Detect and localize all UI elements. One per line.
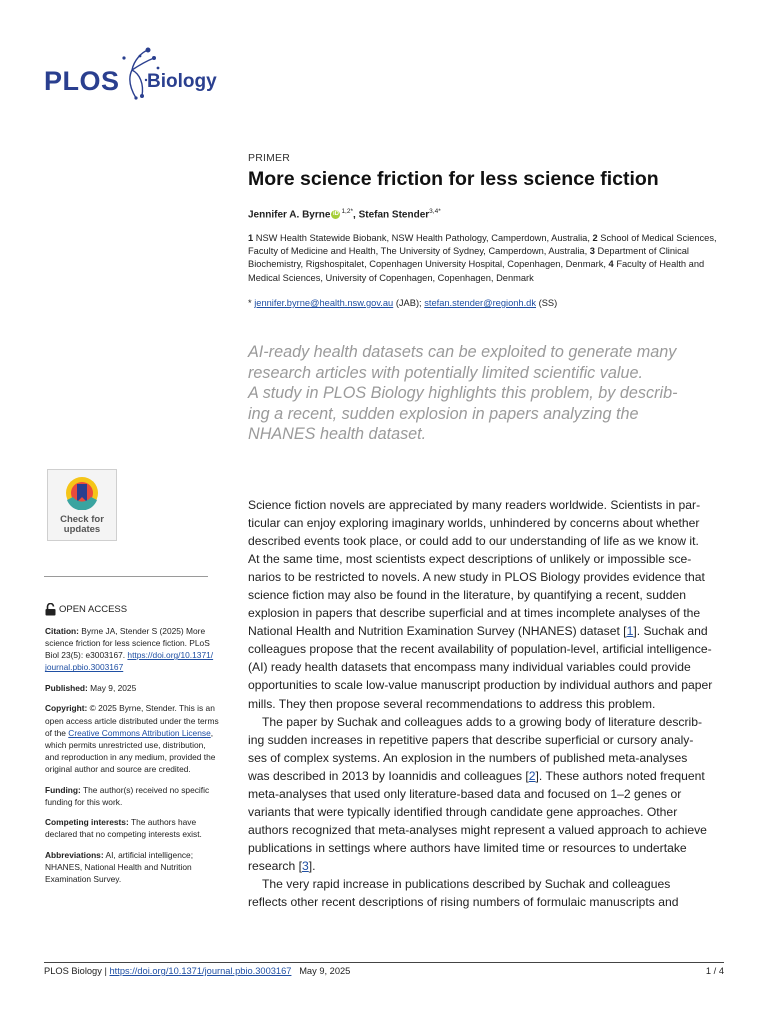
author-superscript: 3,4* xyxy=(429,208,441,215)
open-access-label: OPEN ACCESS xyxy=(59,604,128,615)
footer-rule xyxy=(44,962,724,963)
body-line: reflects other recent descriptions of rising numbers of formulaic manuscripts and xyxy=(248,895,679,910)
citation-doi-link[interactable]: journal.pbio.3003167 xyxy=(45,662,124,673)
abbreviations-label: Abbreviations: xyxy=(45,849,104,860)
funding-text: The author(s) received no specific xyxy=(83,784,210,795)
reference-link-3[interactable]: 3 xyxy=(301,858,309,873)
competing-text: declared that no competing interests exist. xyxy=(45,829,202,840)
body-line: authors recognized that meta-analyses might represent a valued approach to achieve xyxy=(248,822,707,837)
competing-label: Competing interests: xyxy=(45,817,129,828)
body-text: ]. Suchak and xyxy=(633,624,708,639)
copyright-text: which permits unrestricted use, distribution, xyxy=(45,739,206,750)
abbreviations-block xyxy=(45,849,233,885)
license-link[interactable]: Creative Commons Attribution License xyxy=(68,727,211,738)
body-line: publications in settings where authors have limited time or resources to undertake xyxy=(248,840,687,855)
published-block xyxy=(45,682,233,694)
body-line xyxy=(248,767,724,785)
citation-text: science friction for less science fiction. PLoS xyxy=(45,638,210,649)
body-line: At the same time, most scientists expect descriptions of unlikely or impossible sce- xyxy=(248,552,692,567)
body-line: meta-analyses that used only literature-based data and focused on 1–2 genes or xyxy=(248,786,682,801)
body-text: ]. These authors noted frequent xyxy=(535,768,705,783)
abstract-line: A study in PLOS Biology highlights this problem, by describ- xyxy=(248,384,678,403)
page-number: 1 / 4 xyxy=(705,966,724,976)
corresponding-contact xyxy=(248,298,557,308)
journal-name: Biology xyxy=(147,71,217,92)
open-access-badge xyxy=(45,603,127,616)
open-lock-icon xyxy=(45,603,56,616)
body-line: described events took place, or could add to our understanding of life as we know it. xyxy=(248,534,699,549)
sidebar-divider xyxy=(44,576,208,577)
copyright-label: Copyright: xyxy=(45,703,88,714)
abbreviations-text: Examination Survey. xyxy=(45,874,122,885)
footer-doi-link[interactable]: https://doi.org/10.1371/journal.pbio.3003167 xyxy=(109,966,292,976)
published-label: Published: xyxy=(45,682,88,693)
copyright-block xyxy=(45,702,233,775)
check-for-updates-button[interactable] xyxy=(47,469,117,541)
copyright-text: © 2025 Byrne, Stender. This is an xyxy=(89,703,215,714)
body-line: mills. They then propose several recommendations to address this problem. xyxy=(248,696,656,711)
abstract-line: NHANES health dataset. xyxy=(248,425,427,444)
copyright-text: original author and source are credited. xyxy=(45,763,191,774)
copyright-text: , xyxy=(210,727,214,738)
footer-date: May 9, 2025 xyxy=(299,966,351,976)
contact-tag: (SS) xyxy=(538,298,558,308)
article-type: PRIMER xyxy=(248,152,291,164)
body-line: variants that were typically identified through candidate gene approaches. Other xyxy=(248,804,678,819)
body-line: The very rapid increase in publications described by Suchak and colleagues xyxy=(262,876,671,891)
author-name[interactable]: , Stefan Stender xyxy=(353,209,430,221)
copyright-text: of the xyxy=(45,727,69,738)
affiliation-number: 3 xyxy=(589,246,595,257)
corresponding-star: * xyxy=(248,298,252,308)
body-line xyxy=(248,857,724,875)
check-updates-line: updates xyxy=(63,524,101,535)
body-line: colleagues propose that the recent availability of population-level, artificial intelligence- xyxy=(248,642,712,657)
contact-tag: (JAB); xyxy=(395,298,422,308)
copyright-text: open access article distributed under the terms xyxy=(45,715,219,726)
affiliation-text: Department of Clinical Biochemistry, Rigshospitalet, Copenhagen University Hospital, Copenhagen, Denmark, xyxy=(248,246,689,270)
affiliations xyxy=(248,232,728,285)
abstract-line: ing a recent, sudden explosion in papers analyzing the xyxy=(248,404,639,423)
affiliation-number: 1 xyxy=(248,233,254,243)
crossmark-icon xyxy=(65,476,99,510)
body-line: ing sudden increases in repetitive papers that describe superficial or cursory analy- xyxy=(248,732,694,747)
email-link-stender[interactable]: stefan.stender@regionh.dk xyxy=(424,298,537,308)
citation-doi-link[interactable]: https://doi.org/10.1371/ xyxy=(127,650,214,661)
article-body xyxy=(248,496,724,911)
body-line: narios to be restricted to novels. A new study in PLOS Biology provides evidence that xyxy=(248,570,705,585)
reference-link-1[interactable]: 1 xyxy=(626,624,634,639)
affiliation-number: 2 xyxy=(592,233,598,243)
body-line: ses of complex systems. An explosion in the numbers of published meta-analyses xyxy=(248,750,688,765)
body-text: research [ xyxy=(248,858,302,873)
affiliation-number: 4 xyxy=(608,259,614,270)
abstract-line: AI-ready health datasets can be exploited to generate many xyxy=(248,343,677,361)
check-updates-label xyxy=(48,515,116,535)
body-line: explosion in papers that describe superficial and at times incomplete analyses of the xyxy=(248,606,701,621)
author-name[interactable]: Jennifer A. Byrne xyxy=(248,209,331,221)
reference-link-2[interactable]: 2 xyxy=(528,768,536,783)
abbreviations-text: NHANES, National Health and Nutrition xyxy=(45,862,192,872)
copyright-text: and reproduction in any medium, provided the xyxy=(45,751,216,762)
citation-label: Citation: xyxy=(45,626,79,636)
author-list xyxy=(248,208,441,220)
email-link-byrne[interactable]: jennifer.byrne@health.nsw.gov.au xyxy=(254,298,394,308)
journal-logo[interactable] xyxy=(44,44,234,104)
orcid-icon[interactable]: iD xyxy=(332,211,339,218)
body-line: ticular can enjoy exploring imaginary worlds, unhindered by concerns about whether xyxy=(248,516,700,531)
body-line: The paper by Suchak and colleagues adds to a growing body of literature describ- xyxy=(262,714,703,729)
funding-text: funding for this work. xyxy=(45,796,123,807)
footer-separator: | xyxy=(101,966,110,976)
body-text: National Health and Nutrition Examination Survey (NHANES) dataset [ xyxy=(248,624,627,639)
article-title: More science friction for less science fiction xyxy=(248,168,659,190)
abstract xyxy=(248,342,726,445)
body-line: Science fiction novels are appreciated by many readers worldwide. Scientists in par- xyxy=(248,498,701,512)
body-text: was described in 2013 by Ioannidis and colleagues [ xyxy=(248,768,529,783)
body-line: opportunities to scale low-value manuscript production by individual authors and paper xyxy=(248,678,713,693)
author-superscript: 1,2* xyxy=(341,208,354,215)
body-line xyxy=(248,622,724,640)
funding-label: Funding: xyxy=(45,784,81,795)
citation-block xyxy=(45,625,233,673)
citation-text: Biol 23(5): e3003167. xyxy=(45,650,128,661)
competing-interests-block xyxy=(45,816,233,840)
abstract-line: research articles with potentially limited scientific value. xyxy=(248,363,643,382)
body-text: ]. xyxy=(308,858,316,873)
affiliation-text: School of Medical Sciences, Faculty of Medicine and Health, The University of Sydney, Camperdown, Australia, xyxy=(248,233,717,257)
affiliation-text: Faculty of Health and Medical Sciences, University of Copenhagen, Copenhagen, Denmark xyxy=(248,259,705,283)
abbreviations-text: AI, artificial intelligence; xyxy=(105,849,194,860)
published-date: May 9, 2025 xyxy=(90,682,137,693)
citation-text: Byrne JA, Stender S (2025) More xyxy=(81,626,206,636)
affiliation-text: NSW Health Statewide Biobank, NSW Health Pathology, Camperdown, Australia, xyxy=(255,233,590,243)
footer-journal: PLOS Biology xyxy=(44,966,102,976)
funding-block xyxy=(45,784,233,808)
competing-text: The authors have xyxy=(130,817,197,828)
body-line: science fiction may also be found in the literature, by quantifying a recent, sudden xyxy=(248,588,686,603)
check-updates-line: Check for xyxy=(60,514,104,525)
body-line: (AI) ready health datasets that encompass many individual variables could provide xyxy=(248,660,691,675)
plos-wordmark: PLOS xyxy=(44,66,120,96)
article-metadata-sidebar xyxy=(45,625,233,894)
